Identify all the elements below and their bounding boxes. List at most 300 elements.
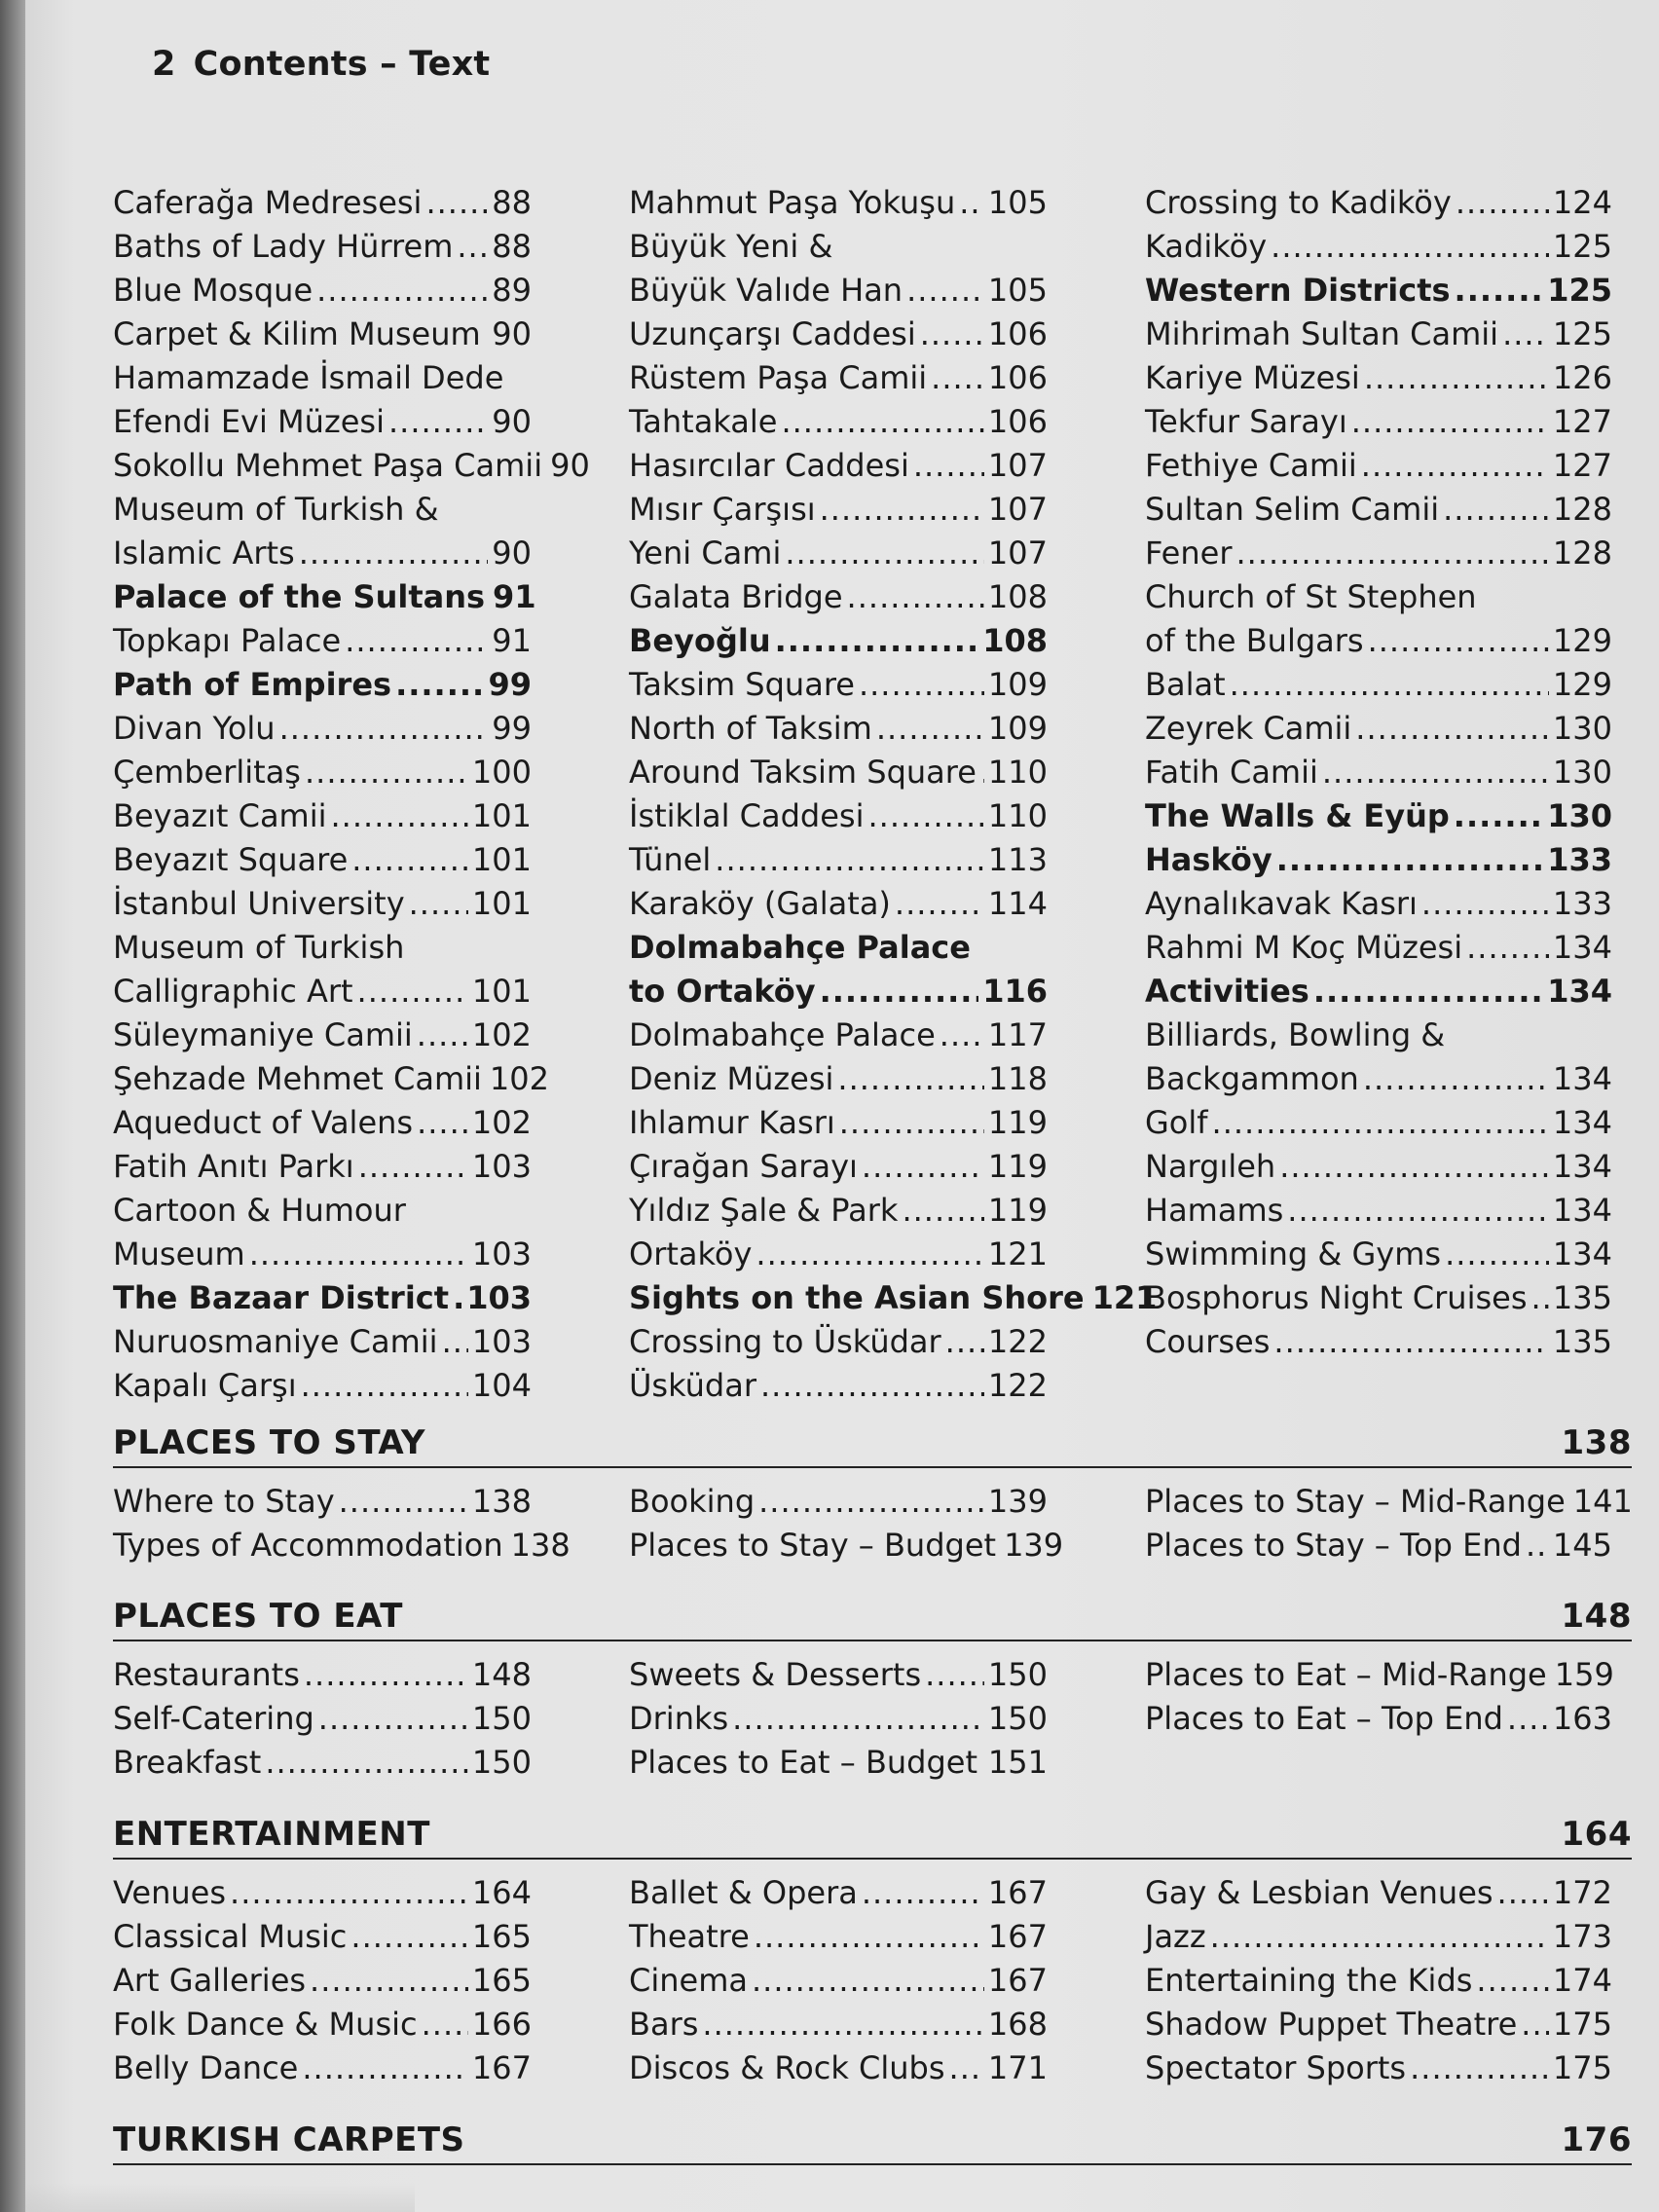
entry-title: Fatih Anıtı Parkı <box>113 1148 354 1185</box>
toc-entry <box>113 532 532 575</box>
entry-page-number: 159 <box>1554 1656 1614 1693</box>
entry-page-number: 91 <box>493 578 536 615</box>
entry-title: Cartoon & Humour <box>113 1192 406 1229</box>
entry-title: Çemberlitaş <box>113 754 301 791</box>
toc-entry <box>629 663 1048 707</box>
dot-leader <box>981 1741 984 1785</box>
dot-leader <box>1361 444 1549 488</box>
toc-entry <box>1145 181 1612 225</box>
dot-leader <box>331 794 468 838</box>
entry-page-number: 105 <box>987 272 1048 309</box>
entry-page-number: 139 <box>1004 1527 1064 1564</box>
entry-title: Museum <box>113 1235 245 1272</box>
dot-leader <box>862 1871 984 1915</box>
entry-title: Church of St Stephen <box>1145 578 1477 615</box>
entry-title: Discos & Rock Clubs <box>629 2049 945 2086</box>
toc-entry <box>629 1364 1048 1408</box>
entry-title: Sokollu Mehmet Paşa Camii <box>113 447 543 484</box>
toc-entry <box>629 1057 1048 1101</box>
toc-entry <box>1145 488 1612 532</box>
entry-title: Types of Accommodation <box>113 1527 503 1564</box>
entry-page-number: 133 <box>1547 841 1612 878</box>
toc-entry <box>629 1101 1048 1145</box>
entry-title: Where to Stay <box>113 1483 335 1520</box>
entry-title: Bars <box>629 2006 699 2043</box>
entry-title: Sweets & Desserts <box>629 1656 922 1693</box>
toc-entry <box>113 400 532 444</box>
entry-page-number: 102 <box>471 1016 532 1053</box>
entry-page-number: 90 <box>492 403 532 440</box>
dot-leader <box>931 356 984 400</box>
entry-page-number: 148 <box>471 1656 532 1693</box>
dot-leader <box>940 1014 984 1057</box>
entry-page-number: 103 <box>466 1279 532 1316</box>
entry-page-number: 130 <box>1547 797 1612 834</box>
entry-title: Dolmabahçe Palace <box>629 929 971 966</box>
contents-column-2 <box>629 181 1158 1408</box>
entry-title: Places to Eat – Budget <box>629 1744 978 1781</box>
entry-page-number: 129 <box>1552 666 1612 703</box>
section-places-to-stay <box>113 1421 1632 1567</box>
entry-title: İstanbul University <box>113 885 405 922</box>
entry-title: Hamamzade İsmail Dede <box>113 359 504 396</box>
entry-page-number: 107 <box>987 447 1048 484</box>
section-heading <box>113 1595 1632 1641</box>
entry-page-number: 122 <box>987 1367 1048 1404</box>
toc-entry <box>629 1741 1048 1785</box>
entry-page-number: 150 <box>471 1744 532 1781</box>
entry-title: Backgammon <box>1145 1060 1359 1097</box>
toc-entry <box>629 313 1048 356</box>
entry-title: Museum of Turkish <box>113 929 405 966</box>
entry-title: Efendi Evi Müzesi <box>113 403 385 440</box>
toc-entry <box>1145 2003 1612 2046</box>
entry-title: Blue Mosque <box>113 272 313 309</box>
entry-title: Entertaining the Kids <box>1145 1962 1473 1999</box>
entry-page-number: 107 <box>987 535 1048 571</box>
toc-entry <box>1145 751 1612 794</box>
toc-entry <box>1145 1189 1612 1233</box>
entry-page-number: 135 <box>1552 1279 1612 1316</box>
dot-leader <box>902 1189 983 1233</box>
section-column-1 <box>113 1653 532 1785</box>
toc-entry <box>113 1101 532 1145</box>
entry-title: Rahmi M Koç Müzesi <box>1145 929 1463 966</box>
dot-leader <box>345 619 488 663</box>
toc-entry <box>113 313 532 356</box>
toc-entry <box>113 2003 532 2046</box>
toc-entry <box>1145 926 1612 970</box>
entry-page-number: 106 <box>987 315 1048 352</box>
toc-entry <box>1145 619 1612 663</box>
toc-entry <box>1145 1145 1612 1189</box>
dot-leader <box>1526 1524 1549 1567</box>
toc-entry <box>1145 707 1612 751</box>
entry-page-number: 150 <box>987 1656 1048 1693</box>
entry-title: Places to Eat – Mid-Range <box>1145 1656 1547 1693</box>
dot-leader <box>867 794 983 838</box>
toc-entry <box>113 444 590 488</box>
dot-leader <box>1455 269 1544 313</box>
section-entertainment <box>113 1813 1632 2090</box>
toc-entry <box>113 1480 532 1524</box>
dot-leader <box>1410 2046 1549 2090</box>
dot-leader <box>758 1480 984 1524</box>
dot-leader <box>756 1233 984 1276</box>
toc-entry <box>629 1320 1048 1364</box>
toc-entry <box>629 1524 1064 1567</box>
entry-title: Folk Dance & Music <box>113 2006 418 2043</box>
section-heading <box>113 2119 1632 2165</box>
entry-title: Places to Stay – Budget <box>629 1527 997 1564</box>
entry-title: Cinema <box>629 1962 748 1999</box>
entry-title: Activities <box>1145 973 1309 1010</box>
entry-title: Self-Catering <box>113 1700 314 1737</box>
dot-leader <box>920 313 984 356</box>
entry-title: to Ortaköy <box>629 973 816 1010</box>
entry-page-number: 107 <box>987 491 1048 528</box>
entry-title: Caferağa Medresesi <box>113 184 423 221</box>
entry-title: Rüstem Paşa Camii <box>629 359 928 396</box>
entry-page-number: 103 <box>471 1235 532 1272</box>
section-entries <box>113 1871 1632 2090</box>
entry-page-number: 104 <box>471 1367 532 1404</box>
dot-leader <box>859 663 984 707</box>
entry-page-number: 164 <box>471 1874 532 1911</box>
toc-entry <box>113 838 532 882</box>
toc-entry <box>629 1233 1048 1276</box>
dot-leader <box>249 1233 468 1276</box>
entry-title: Classical Music <box>113 1918 348 1955</box>
dot-leader <box>1287 1189 1549 1233</box>
dot-leader <box>1502 313 1549 356</box>
toc-entry <box>1145 838 1612 882</box>
entry-page-number: 118 <box>987 1060 1048 1097</box>
entry-page-number: 88 <box>492 228 532 265</box>
dot-leader <box>820 970 979 1014</box>
toc-entry <box>629 838 1048 882</box>
dot-leader <box>1443 488 1549 532</box>
dot-leader <box>1235 532 1548 575</box>
dot-leader <box>959 181 984 225</box>
section-page: 138 <box>1561 1423 1632 1462</box>
toc-entry <box>1145 1915 1612 1959</box>
entry-title: Zeyrek Camii <box>1145 710 1352 747</box>
entry-title: Calligraphic Art <box>113 973 353 1010</box>
toc-entry <box>629 400 1048 444</box>
entry-title: Taksim Square <box>629 666 855 703</box>
entry-page-number: 103 <box>471 1148 532 1185</box>
entry-page-number: 117 <box>987 1016 1048 1053</box>
section-page: 176 <box>1561 2120 1632 2159</box>
toc-entry <box>113 1959 532 2003</box>
contents-columns <box>113 181 1632 1408</box>
toc-entry <box>629 882 1048 926</box>
toc-entry <box>629 356 1048 400</box>
entry-title: Palace of the Sultans <box>113 578 486 615</box>
entry-title: Hamams <box>1145 1192 1284 1229</box>
dot-leader <box>847 575 984 619</box>
toc-entry <box>629 225 1048 269</box>
dot-leader <box>442 1320 468 1364</box>
entry-title: Fener <box>1145 535 1233 571</box>
entry-title: Fethiye Camii <box>1145 447 1357 484</box>
dot-leader <box>425 181 488 225</box>
entry-page-number: 167 <box>987 1874 1048 1911</box>
entry-page-number: 121 <box>987 1235 1048 1272</box>
entry-title: Divan Yolu <box>113 710 276 747</box>
entry-title: Crossing to Üsküdar <box>629 1323 941 1360</box>
dot-leader <box>837 1057 984 1101</box>
dot-leader <box>1276 838 1544 882</box>
entry-page-number: 167 <box>987 1962 1048 1999</box>
entry-page-number: 88 <box>492 184 532 221</box>
toc-entry <box>1145 313 1612 356</box>
toc-entry <box>629 2003 1048 2046</box>
toc-entry <box>629 707 1048 751</box>
toc-entry <box>113 619 532 663</box>
section-title: PLACES TO STAY <box>113 1423 426 1462</box>
entry-page-number: 101 <box>471 885 532 922</box>
entry-page-number: 174 <box>1552 1962 1612 1999</box>
toc-entry <box>113 1014 532 1057</box>
toc-entry <box>629 1871 1048 1915</box>
toc-entry <box>113 663 532 707</box>
entry-title: Spectator Sports <box>1145 2049 1407 2086</box>
dot-leader <box>339 1480 468 1524</box>
entry-page-number: 125 <box>1547 272 1612 309</box>
entry-page-number: 134 <box>1552 929 1612 966</box>
entry-title: Kapalı Çarşı <box>113 1367 297 1404</box>
dot-leader <box>1421 882 1549 926</box>
entry-page-number: 134 <box>1552 1060 1612 1097</box>
dot-leader <box>316 269 488 313</box>
entry-title: Uzunçarşı Caddesi <box>629 315 916 352</box>
dot-leader <box>395 663 484 707</box>
entry-title: Beyoğlu <box>629 622 771 659</box>
dot-leader <box>299 532 489 575</box>
entry-page-number: 163 <box>1552 1700 1612 1737</box>
entry-page-number: 102 <box>489 1060 549 1097</box>
toc-entry <box>1145 1697 1612 1741</box>
page-header <box>152 45 490 84</box>
toc-entry <box>1145 663 1612 707</box>
entry-page-number: 100 <box>471 754 532 791</box>
dot-leader <box>945 1320 984 1364</box>
contents-column-1 <box>113 181 590 1408</box>
toc-entry <box>629 444 1048 488</box>
entry-title: Büyük Valıde Han <box>629 272 903 309</box>
dot-leader <box>906 269 984 313</box>
entry-page-number: 129 <box>1552 622 1612 659</box>
section-heading <box>113 1813 1632 1860</box>
entry-page-number: 139 <box>987 1483 1048 1520</box>
entry-page-number: 119 <box>987 1192 1048 1229</box>
entry-page-number: 130 <box>1552 710 1612 747</box>
entry-title: Sultan Selim Camii <box>1145 491 1440 528</box>
toc-entry <box>113 1741 532 1785</box>
toc-entry <box>1145 1057 1612 1101</box>
entry-title: Hasırcılar Caddesi <box>629 447 909 484</box>
entry-page-number: 138 <box>471 1483 532 1520</box>
watermark <box>25 2183 415 2212</box>
entry-title: North of Taksim <box>629 710 872 747</box>
dot-leader <box>351 838 468 882</box>
entry-title: Çırağan Sarayı <box>629 1148 858 1185</box>
entry-title: Museum of Turkish & <box>113 491 439 528</box>
toc-entry <box>1145 882 1612 926</box>
entry-title: Kariye Müzesi <box>1145 359 1360 396</box>
entry-page-number: 116 <box>982 973 1048 1010</box>
dot-leader <box>417 1101 468 1145</box>
entry-title: Path of Empires <box>113 666 392 703</box>
toc-entry <box>1145 794 1612 838</box>
dot-leader <box>760 1364 984 1408</box>
section-turkish-carpets <box>113 2119 1632 2165</box>
entry-title: Golf <box>1145 1104 1208 1141</box>
dot-leader <box>702 2003 984 2046</box>
dot-leader <box>1212 1101 1549 1145</box>
entry-title: Topkapı Palace <box>113 622 342 659</box>
toc-entry <box>113 2046 532 2090</box>
toc-entry <box>629 1480 1048 1524</box>
entry-page-number: 106 <box>987 403 1048 440</box>
entry-page-number: 134 <box>1552 1192 1612 1229</box>
toc-entry <box>1145 1871 1612 1915</box>
entry-page-number: 101 <box>471 973 532 1010</box>
dot-leader <box>839 1101 984 1145</box>
entry-title: Büyük Yeni & <box>629 228 833 265</box>
contents-column-3 <box>1145 181 1612 1408</box>
entry-page-number: 168 <box>987 2006 1048 2043</box>
entry-page-number: 108 <box>987 578 1048 615</box>
dot-leader <box>1322 751 1549 794</box>
entry-title: Ihlamur Kasrı <box>629 1104 835 1141</box>
entry-page-number: 101 <box>471 797 532 834</box>
dot-leader <box>422 2003 468 2046</box>
dot-leader <box>417 1014 468 1057</box>
toc-entry <box>629 1145 1048 1189</box>
section-title: PLACES TO EAT <box>113 1597 403 1636</box>
section-page: 164 <box>1561 1815 1632 1854</box>
entry-page-number: 110 <box>987 754 1048 791</box>
entry-page-number: 173 <box>1552 1918 1612 1955</box>
entry-page-number: 127 <box>1552 403 1612 440</box>
entry-title: Places to Stay – Top End <box>1145 1527 1522 1564</box>
dot-leader <box>388 400 488 444</box>
entry-title: of the Bulgars <box>1145 622 1364 659</box>
dot-leader <box>775 619 979 663</box>
entry-page-number: 172 <box>1552 1874 1612 1911</box>
section-column-2 <box>629 1871 1048 2090</box>
entry-title: Süleymaniye Camii <box>113 1016 413 1053</box>
toc-entry <box>629 751 1048 794</box>
toc-entry <box>1145 2046 1612 2090</box>
section-title: ENTERTAINMENT <box>113 1815 430 1854</box>
entry-page-number: 119 <box>987 1104 1048 1141</box>
entry-title: Deniz Müzesi <box>629 1060 834 1097</box>
toc-entry <box>113 1871 532 1915</box>
dot-leader <box>265 1741 468 1785</box>
entry-title: Mısır Çarşısı <box>629 491 816 528</box>
toc-entry <box>1145 444 1612 488</box>
section-column-1 <box>113 1480 571 1567</box>
dot-leader <box>457 225 488 269</box>
dot-leader <box>732 1697 984 1741</box>
section-column-2 <box>629 1480 1064 1567</box>
entry-page-number: 171 <box>987 2049 1048 2086</box>
entry-title: Swimming & Gyms <box>1145 1235 1442 1272</box>
dot-leader <box>350 1915 468 1959</box>
dot-leader <box>357 970 468 1014</box>
dot-leader <box>1531 1276 1549 1320</box>
toc-entry <box>1145 1959 1612 2003</box>
section-column-1 <box>113 1871 532 2090</box>
toc-entry <box>629 1014 1048 1057</box>
entry-page-number: 110 <box>987 797 1048 834</box>
toc-entry <box>629 794 1048 838</box>
toc-entry <box>629 488 1048 532</box>
entry-title: Art Galleries <box>113 1962 307 1999</box>
entry-page-number: 121 <box>1091 1279 1158 1316</box>
entry-page-number: 150 <box>471 1700 532 1737</box>
dot-leader <box>310 1959 468 2003</box>
entry-page-number: 109 <box>987 710 1048 747</box>
dot-leader <box>980 751 984 794</box>
toc-entry <box>629 1697 1048 1741</box>
dot-leader <box>1271 225 1549 269</box>
toc-entry <box>113 970 532 1014</box>
toc-entry <box>113 707 532 751</box>
entry-page-number: 135 <box>1552 1323 1612 1360</box>
entry-page-number: 141 <box>1572 1483 1633 1520</box>
dot-leader <box>318 1697 468 1741</box>
dot-leader <box>895 882 984 926</box>
entry-title: Mihrimah Sultan Camii <box>1145 315 1499 352</box>
entry-title: İstiklal Caddesi <box>629 797 865 834</box>
toc-entry <box>113 488 532 532</box>
toc-entry <box>1145 269 1612 313</box>
entry-title: Baths of Lady Hürrem <box>113 228 454 265</box>
toc-entry <box>1145 1320 1612 1364</box>
entry-page-number: 175 <box>1552 2006 1612 2043</box>
dot-leader <box>913 444 984 488</box>
toc-entry <box>113 882 532 926</box>
entry-title: Restaurants <box>113 1656 300 1693</box>
toc-entry <box>113 1915 532 1959</box>
entry-title: Mahmut Paşa Yokuşu <box>629 184 956 221</box>
dot-leader <box>1368 619 1549 663</box>
entry-page-number: 165 <box>471 1918 532 1955</box>
dot-leader <box>1476 1959 1549 2003</box>
dot-leader <box>820 488 984 532</box>
dot-leader <box>1454 794 1543 838</box>
toc-entry <box>629 2046 1048 2090</box>
toc-entry <box>113 1320 532 1364</box>
entry-title: Üsküdar <box>629 1367 756 1404</box>
section-heading <box>113 1421 1632 1468</box>
toc-entry <box>629 532 1048 575</box>
entry-page-number: 99 <box>492 710 532 747</box>
entry-page-number: 105 <box>987 184 1048 221</box>
entry-title: Gay & Lesbian Venues <box>1145 1874 1493 1911</box>
entry-page-number: 128 <box>1552 535 1612 571</box>
entry-page-number: 151 <box>987 1744 1048 1781</box>
entry-page-number: 133 <box>1552 885 1612 922</box>
toc-entry <box>1145 1480 1633 1524</box>
entry-title: Tekfur Sarayı <box>1145 403 1347 440</box>
entry-title: Balat <box>1145 666 1226 703</box>
